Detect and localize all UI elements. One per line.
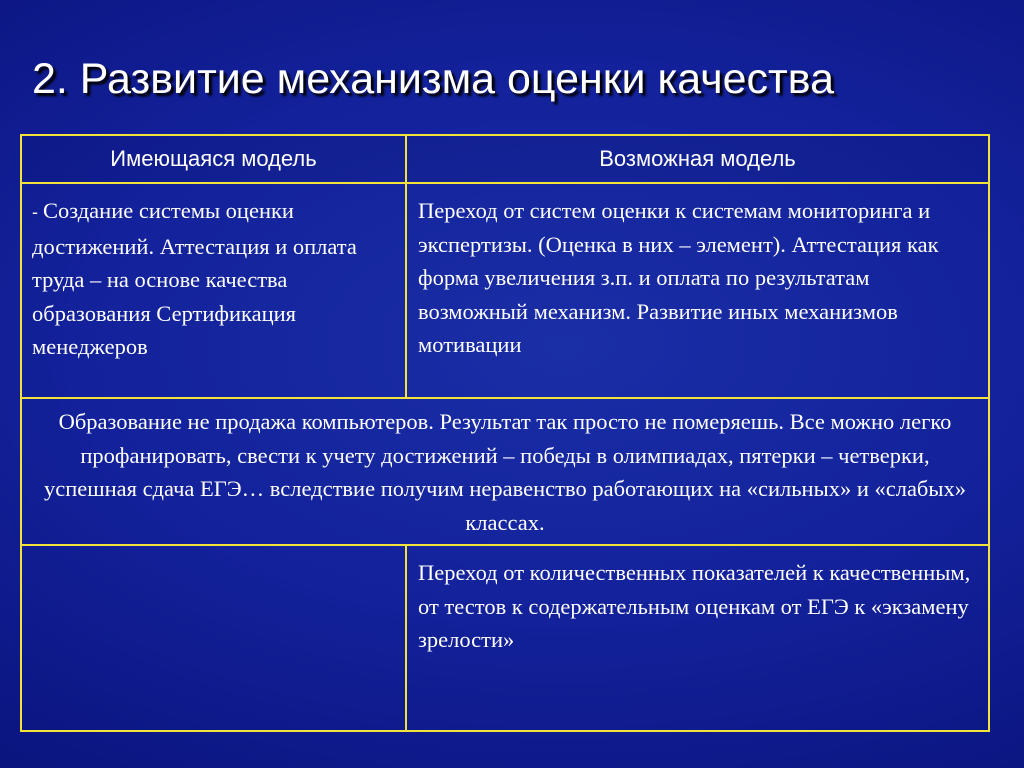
- comparison-table: [20, 134, 990, 732]
- header-current-model: Имеющаяся модель: [22, 136, 407, 184]
- row1-current-model-cell: [22, 184, 407, 399]
- row3-current-model-empty-cell: [22, 546, 407, 730]
- row1-current-model-text: Создание системы оценки достижений. Аттестация и оплата труда – на основе качества образования Сертификация менеджеров: [32, 198, 357, 359]
- slide-title: 2. Развитие механизма оценки качества: [32, 55, 835, 103]
- row1-possible-model-text: Переход от систем оценки к системам мониторинга и экспертизы. (Оценка в них – элемент). Аттестация как форма увеличения з.п. и оплата по результатам возможный механизм. Развитие иных механизмов мотивации: [407, 184, 988, 399]
- row1-dash: -: [32, 202, 43, 222]
- row3-possible-model-text: Переход от количественных показателей к качественным, от тестов к содержательным оценкам от ЕГЭ к «экзамену зрелости»: [418, 560, 971, 652]
- row2-merged-text: Образование не продажа компьютеров. Результат так просто не померяешь. Все можно легко профанировать, свести к учету достижений – победы в олимпиадах, пятерки – четверки, успешная сдача ЕГЭ… вследствие получим неравенство работающих на «сильных» и «слабых» классах.: [22, 399, 988, 546]
- header-possible-model: Возможная модель: [407, 136, 988, 184]
